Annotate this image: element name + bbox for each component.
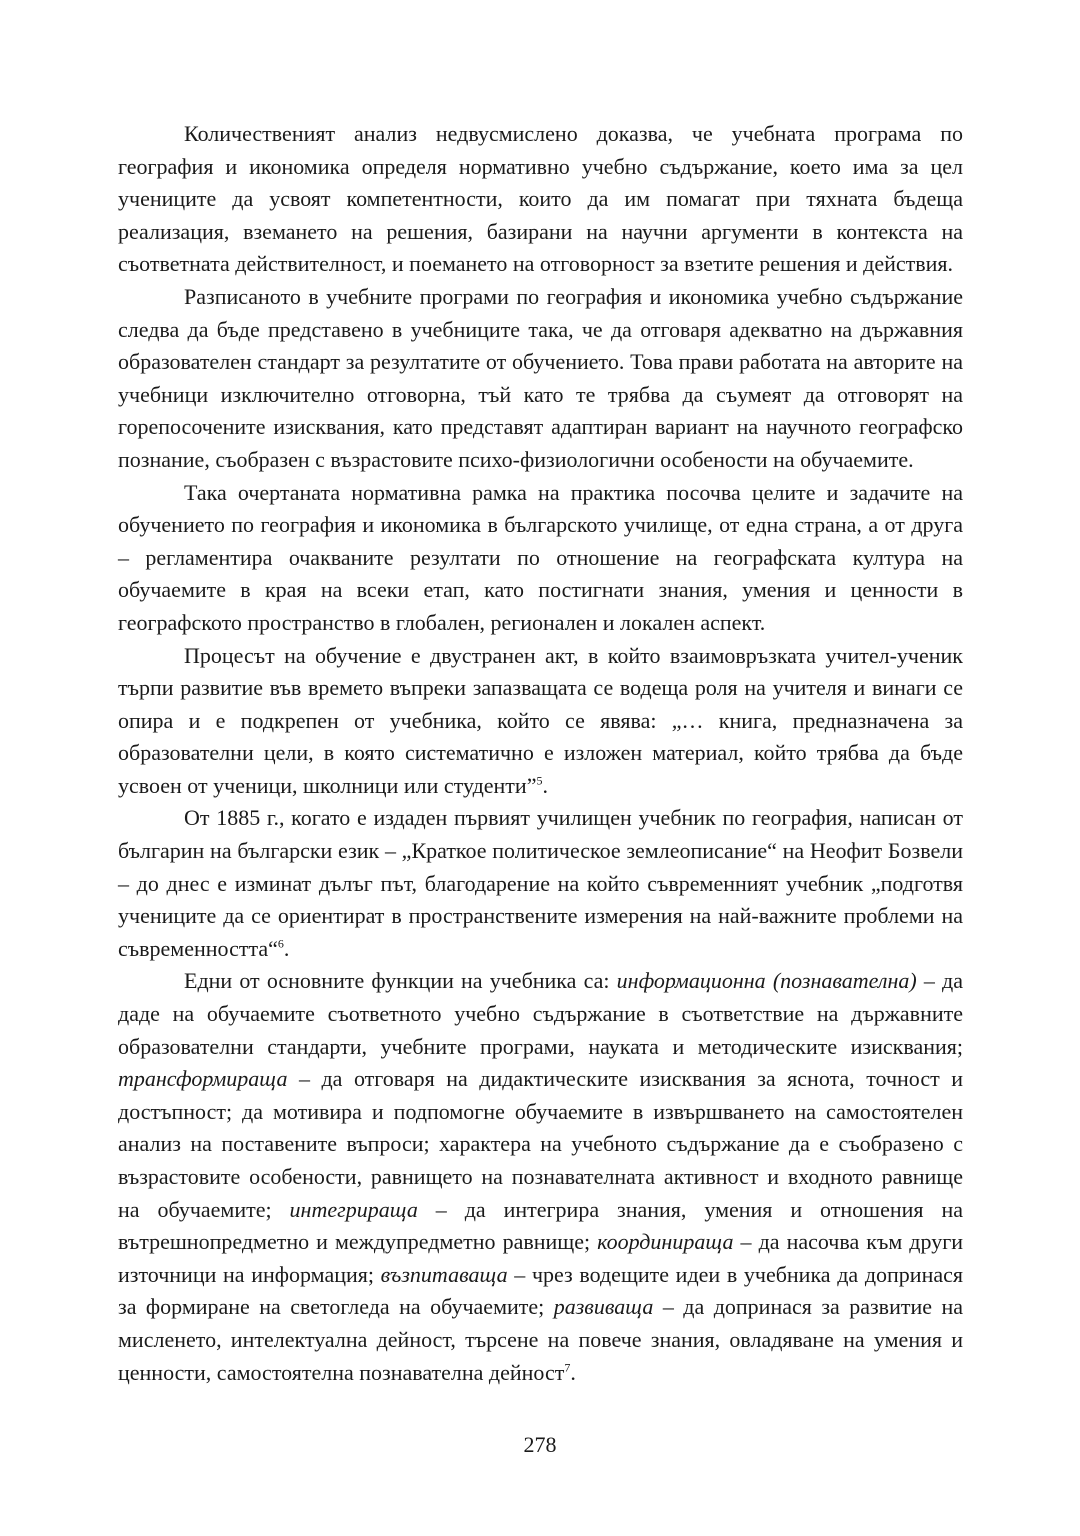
paragraph-text: Количественият анализ недвусмислено доказва, че учебната програма по география и икономика определя нормативно учебно съдържание, което има за цел учениците да усвоят компетентности, които да им помагат при тяхната бъдеща реализация, вземането на решения, базирани на научни аргументи в контекста на съответната действителност, и поемането на отговорност за взетите решения и действия. [118,121,963,277]
paragraph-text: Разписаното в учебните програми по география и икономика учебно съдържание следва да бъде представено в учебниците така, че да отговаря адекватно на държавния образователен стандарт за резултатите от обучението. Това прави работата на авторите на учебници изключително отговорна, тъй като те трябва да съумеят да отговорят на горепосочените изисквания, като представят адаптиран вариант на научното географско познание, съобразен с възрастовите психо-физиологични особености на обучаемите. [118,283,963,472]
function-term-informational: информационна (познавателна) [616,968,917,994]
footnote-marker: 5 [536,773,543,788]
page-number: 278 [523,1432,557,1457]
function-term-transforming: трансформираща [118,1066,288,1092]
paragraph-text: – да даде на обучаемите съответното учебно съдържание в съответствие на държавните образователни стандарти, учебните програми, науката и методическите изисквания; [118,968,963,1059]
footnote-marker: 6 [277,936,284,951]
footnote-marker: 7 [564,1360,571,1375]
paragraph-text: – да интегрира знания, умения и отношения на вътрешнопредметно и междупредметно равнище; [118,1196,963,1255]
paragraph-2 [118,281,963,477]
paragraph-tail: . [542,772,548,798]
paragraph-3 [118,477,963,640]
function-term-developing: развиваща [553,1294,654,1320]
function-term-educating: възпитаваща [380,1261,508,1287]
paragraph-text: – да отговаря на дидактическите изисквания за яснота, точност и достъпност; да мотивира и подпомогне обучаемите в извършването на самостоятелен анализ на поставените въпроси; характера на учебното съдържание да е съобразено с възрастовите особености, равнището на познавателната активност и входното равнище на обучаемите; [118,1066,963,1222]
paragraph-tail: . [283,935,290,961]
body-text [118,118,963,1389]
paragraph-text: Едни от основните функции на учебника са: [184,968,617,994]
paragraph-1 [118,118,963,281]
paragraph-text: От 1885 г., когато е издаден първият училищен учебник по география, написан от българин на български език – „Краткое политическое землеописание“ на Неофит Бозвели – до днес е изминат дълъг път, благодарение на който съвременният учебник „подготвя учениците да се ориентират в пространствените измерения на най-важните проблеми на съвременността“ [118,805,963,961]
paragraph-text: Така очертаната нормативна рамка на практика посочва целите и задачите на обучението по география и икономика в българското училище, от една страна, а от друга – регламентира очакваните резултати по отношение на географската култура на обучаемите в края на всеки етап, като постигнати знания, умения и ценности в географското пространство в глобален, регионален и локален аспект. [118,479,963,635]
paragraph-text: – да насочва към други източници на информация; [118,1229,963,1287]
paragraph-6 [118,965,963,1389]
function-term-coordinating: координираща [597,1229,734,1255]
paragraph-text: – чрез водещите идеи в учебника да допринася за формиране на светогледа на обучаемите; [118,1261,963,1320]
function-term-integrating: интегрираща [289,1196,418,1222]
paragraph-4 [118,640,963,803]
paragraph-text: Процесът на обучение е двустранен акт, в който взаимовръзката учител-ученик търпи развитие във времето въпреки запазващата се водеща роля на учителя и винаги се опира и е подкрепен от учебника, който се явява: „… книга, предназначена за образователни цели, в която систематично е изложен материал, който трябва да бъде усвоен от ученици, школници или студенти” [118,642,963,798]
paragraph-5 [118,802,963,965]
paragraph-text: – да допринася за развитие на мисленето, интелектуална дейност, търсене на повече знания, овладяване на умения и ценности, самостоятелна познавателна дейност [118,1294,963,1385]
paragraph-tail: . [570,1359,576,1385]
